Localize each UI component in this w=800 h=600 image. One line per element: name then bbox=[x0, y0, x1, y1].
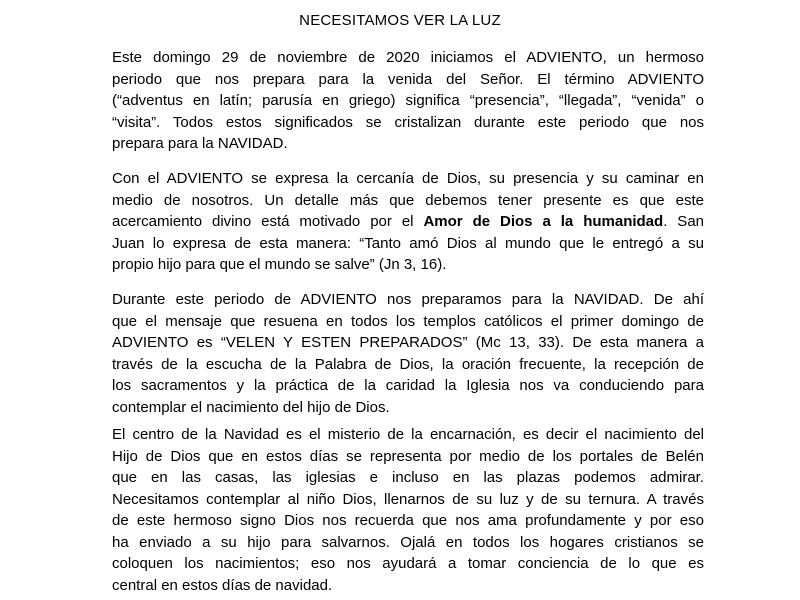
paragraph-line: Juan lo expresa de esta manera: “Tanto amó Dios al mundo que le entregó a su bbox=[112, 234, 704, 252]
document-title: NECESITAMOS VER LA LUZ bbox=[299, 12, 501, 29]
paragraph-line-with-emphasis bbox=[112, 211, 704, 233]
paragraph-line: Con el ADVIENTO se expresa la cercanía de Dios, su presencia y su caminar en bbox=[112, 170, 704, 187]
paragraph-2 bbox=[112, 168, 704, 276]
paragraph-line: Necesitamos contemplar al niño Dios, llenarnos de su luz y de su ternura. A través bbox=[112, 490, 704, 508]
paragraph-line: que en las casas, las iglesias e incluso en las plazas podemos admirar. bbox=[112, 469, 704, 486]
paragraph-1 bbox=[112, 47, 704, 155]
paragraph-line: prepara para la NAVIDAD. bbox=[112, 135, 288, 152]
paragraph-line: coloquen los nacimientos; eso nos ayudará a tomar conciencia de lo que es bbox=[112, 555, 704, 572]
paragraph-line: “visita”. Todos estos significados se cristalizan durante este periodo que nos bbox=[112, 113, 704, 131]
paragraph-line: los sacramentos y la práctica de la caridad la Iglesia nos va conduciendo para bbox=[112, 377, 704, 394]
paragraph-line: Durante este periodo de ADVIENTO nos preparamos para la NAVIDAD. De ahí bbox=[112, 291, 704, 308]
paragraph-line: medio de nosotros. Un detalle más que debemos tener presente es que este bbox=[112, 191, 704, 209]
paragraph-3 bbox=[112, 289, 704, 418]
paragraph-line: contemplar el nacimiento del hijo de Dios. bbox=[112, 398, 390, 416]
paragraph-line: ADVIENTO es “VELEN Y ESTEN PREPARADOS” (Mc 13, 33). De esta manera a bbox=[112, 334, 704, 351]
paragraph-line: de este hermoso signo Dios nos recuerda que nos ama profundamente y por eso bbox=[112, 512, 704, 529]
line-text-after-emphasis: . San bbox=[663, 213, 705, 230]
paragraph-line: Este domingo 29 de noviembre de 2020 iniciamos el ADVIENTO, un hermoso bbox=[112, 49, 704, 66]
paragraph-line: Hijo de Dios que en estos días se representa por medio de los portales de Belén bbox=[112, 447, 704, 465]
emphasis-text: Amor de Dios a la humanidad bbox=[423, 213, 664, 230]
paragraph-line: ha enviado a su hijo para salvarnos. Ojalá en todos los hogares cristianos se bbox=[112, 533, 704, 551]
paragraph-4 bbox=[112, 424, 704, 596]
paragraph-line: (“adventus en latín; parusía en griego) significa “presencia”, “llegada”, “venida” o bbox=[112, 92, 704, 109]
line-text-before-emphasis: acercamiento divino está motivado por el bbox=[112, 213, 424, 230]
paragraph-line: través de la escucha de la Palabra de Dios, la oración frecuente, la recepción de bbox=[112, 355, 704, 373]
paragraph-line: periodo que nos prepara para la venida del Señor. El término ADVIENTO bbox=[112, 70, 704, 88]
paragraph-line: central en estos días de navidad. bbox=[112, 576, 333, 594]
paragraph-line: que el mensaje que resuena en todos los templos católicos el primer domingo de bbox=[112, 312, 704, 330]
paragraph-line: El centro de la Navidad es el misterio de la encarnación, es decir el nacimiento del bbox=[112, 426, 704, 443]
paragraph-line: propio hijo para que el mundo se salve” (Jn 3, 16). bbox=[112, 256, 447, 273]
